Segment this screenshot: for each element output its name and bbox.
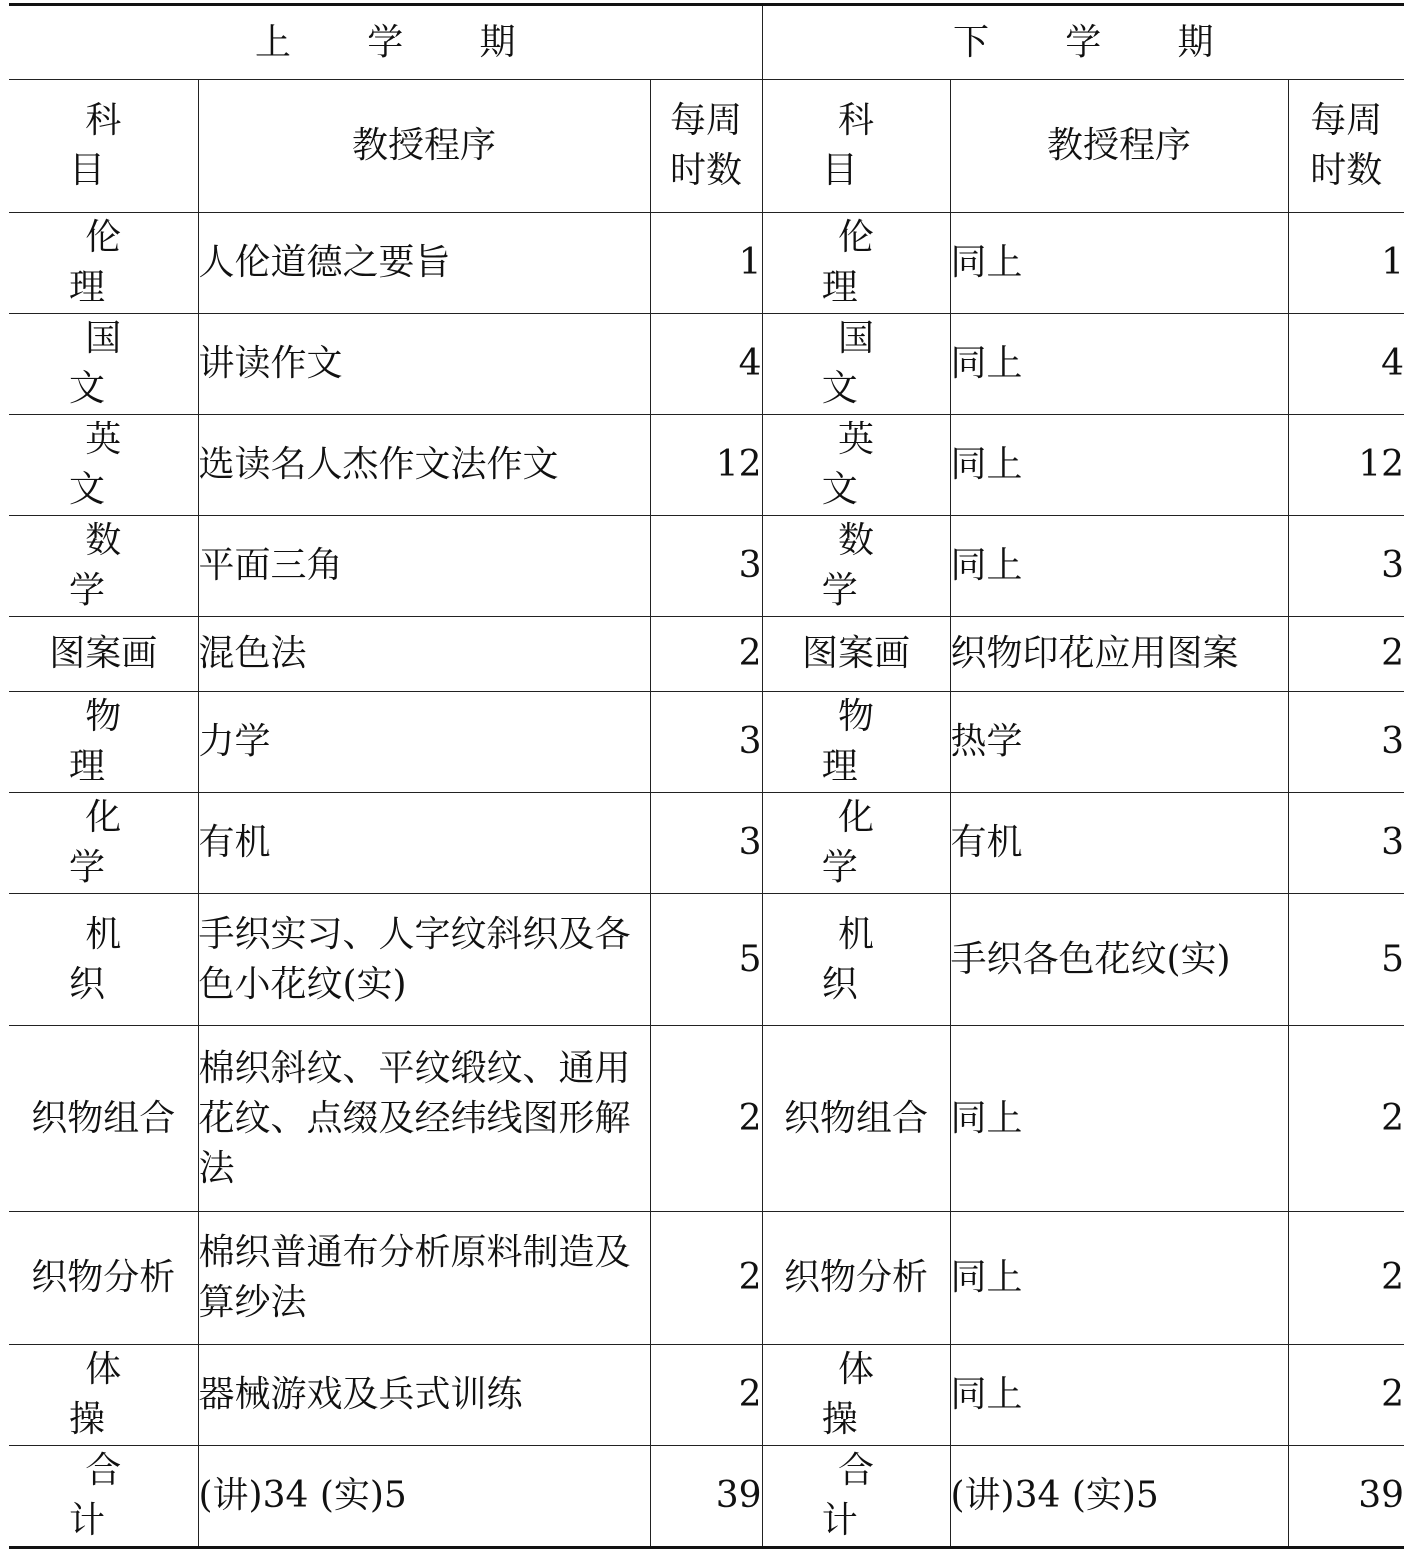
s1-program-cell: 棉织普通布分析原料制造及算纱法 xyxy=(198,1212,650,1345)
second-semester-label: 下 学 期 xyxy=(953,21,1246,63)
s1-subject-cell xyxy=(9,516,198,617)
s2-program-cell: 同上 xyxy=(950,213,1288,314)
s1-hours-cell: 5 xyxy=(650,894,762,1026)
s1-hours-cell: 2 xyxy=(650,1345,762,1446)
s2-subject-cell xyxy=(762,213,950,314)
s1-hours-cell: 4 xyxy=(650,314,762,415)
second-semester-header xyxy=(762,5,1404,80)
s2-subject-text: 数 学 xyxy=(821,520,907,611)
s2-hours-cell: 3 xyxy=(1288,692,1404,793)
schedule-document xyxy=(9,3,1404,1549)
s2-subject-cell xyxy=(762,692,950,793)
s2-subject-text: 英 文 xyxy=(821,419,907,510)
s1-hours-cell: 3 xyxy=(650,516,762,617)
s1-total-breakdown-cell: (讲)34 (实)5 xyxy=(198,1446,650,1548)
s1-subject-text: 数 学 xyxy=(69,520,154,611)
s1-subject-text: 物 理 xyxy=(69,696,154,787)
s1-subject-cell: 图案画 xyxy=(9,617,198,692)
s1-hours-cell: 2 xyxy=(650,1212,762,1345)
s2-hours-cell: 5 xyxy=(1288,894,1404,1026)
s2-subject-cell: 图案画 xyxy=(762,617,950,692)
s1-subject-header xyxy=(9,80,198,213)
s2-subject-text: 机 织 xyxy=(821,913,907,1005)
s2-program-cell: 同上 xyxy=(950,314,1288,415)
total-row xyxy=(9,1446,1404,1548)
s1-hours-header-line1: 每周 xyxy=(669,100,742,141)
s2-total-hours-cell: 39 xyxy=(1288,1446,1404,1548)
first-semester-label: 上 学 期 xyxy=(255,21,548,63)
s1-program-cell: 讲读作文 xyxy=(198,314,650,415)
column-header-row xyxy=(9,80,1404,213)
table-row xyxy=(9,415,1404,516)
table-row xyxy=(9,1212,1404,1345)
s2-subject-cell: 织物组合 xyxy=(762,1026,950,1212)
s1-subject-cell xyxy=(9,213,198,314)
s2-program-cell: 同上 xyxy=(950,1345,1288,1446)
s2-subject-text: 化 学 xyxy=(821,797,907,888)
s1-subject-header-text: 科 目 xyxy=(69,100,154,191)
s2-hours-cell: 2 xyxy=(1288,1212,1404,1345)
s2-hours-header xyxy=(1288,80,1404,213)
s2-subject-text: 伦 理 xyxy=(821,217,907,308)
s1-program-cell: 人伦道德之要旨 xyxy=(198,213,650,314)
s2-total-label: 合 计 xyxy=(821,1450,907,1541)
s2-subject-cell xyxy=(762,314,950,415)
s2-hours-header-line1: 每周 xyxy=(1310,100,1383,141)
first-semester-header xyxy=(9,5,762,80)
s1-total-label-cell xyxy=(9,1446,198,1548)
s1-subject-cell xyxy=(9,793,198,894)
s2-hours-cell: 4 xyxy=(1288,314,1404,415)
s1-hours-cell: 3 xyxy=(650,692,762,793)
s2-subject-cell: 织物分析 xyxy=(762,1212,950,1345)
s1-program-cell: 选读名人杰作文法作文 xyxy=(198,415,650,516)
s1-program-header: 教授程序 xyxy=(198,80,650,213)
s1-subject-cell: 织物组合 xyxy=(9,1026,198,1212)
s2-subject-header xyxy=(762,80,950,213)
s2-program-header: 教授程序 xyxy=(950,80,1288,213)
s2-program-cell: 热学 xyxy=(950,692,1288,793)
s1-hours-cell: 3 xyxy=(650,793,762,894)
s1-program-cell: 手织实习、人字纹斜织及各色小花纹(实) xyxy=(198,894,650,1026)
s2-program-cell: 同上 xyxy=(950,1026,1288,1212)
s2-program-cell: 同上 xyxy=(950,1212,1288,1345)
s1-program-cell: 力学 xyxy=(198,692,650,793)
s1-subject-cell xyxy=(9,415,198,516)
s2-total-breakdown-cell: (讲)34 (实)5 xyxy=(950,1446,1288,1548)
s1-hours-cell: 2 xyxy=(650,1026,762,1212)
s1-subject-cell xyxy=(9,692,198,793)
s1-program-cell: 平面三角 xyxy=(198,516,650,617)
s1-subject-cell xyxy=(9,1345,198,1446)
s2-hours-cell: 2 xyxy=(1288,617,1404,692)
s1-total-hours-cell: 39 xyxy=(650,1446,762,1548)
s2-program-cell: 同上 xyxy=(950,516,1288,617)
s1-subject-text: 机 织 xyxy=(69,913,154,1005)
s2-hours-cell: 12 xyxy=(1288,415,1404,516)
s2-hours-cell: 2 xyxy=(1288,1345,1404,1446)
s1-subject-text: 国 文 xyxy=(69,318,154,409)
table-row xyxy=(9,1345,1404,1446)
table-row xyxy=(9,516,1404,617)
s2-hours-cell: 3 xyxy=(1288,516,1404,617)
s1-subject-text: 体 操 xyxy=(69,1349,154,1440)
s1-program-cell: 混色法 xyxy=(198,617,650,692)
s1-program-cell: 棉织斜纹、平纹缎纹、通用花纹、点缀及经纬线图形解法 xyxy=(198,1026,650,1212)
table-row xyxy=(9,894,1404,1026)
s2-subject-cell xyxy=(762,415,950,516)
s2-program-cell: 有机 xyxy=(950,793,1288,894)
s2-hours-cell: 2 xyxy=(1288,1026,1404,1212)
s2-hours-cell: 1 xyxy=(1288,213,1404,314)
s2-total-label-cell xyxy=(762,1446,950,1548)
s1-hours-cell: 12 xyxy=(650,415,762,516)
s2-subject-cell xyxy=(762,793,950,894)
s1-program-cell: 有机 xyxy=(198,793,650,894)
s2-hours-header-line2: 时数 xyxy=(1310,150,1383,191)
s1-subject-cell xyxy=(9,314,198,415)
table-row xyxy=(9,213,1404,314)
s2-subject-text: 物 理 xyxy=(821,696,907,787)
s2-subject-text: 体 操 xyxy=(821,1349,907,1440)
semester-header-row xyxy=(9,5,1404,80)
table-row xyxy=(9,314,1404,415)
s1-subject-text: 化 学 xyxy=(69,797,154,888)
s2-program-cell: 同上 xyxy=(950,415,1288,516)
s2-subject-text: 国 文 xyxy=(821,318,907,409)
s2-subject-cell xyxy=(762,1345,950,1446)
s1-subject-cell: 织物分析 xyxy=(9,1212,198,1345)
s1-hours-cell: 2 xyxy=(650,617,762,692)
s2-hours-cell: 3 xyxy=(1288,793,1404,894)
s1-subject-cell xyxy=(9,894,198,1026)
s1-subject-text: 伦 理 xyxy=(69,217,154,308)
table-row xyxy=(9,793,1404,894)
s2-program-cell: 手织各色花纹(实) xyxy=(950,894,1288,1026)
s2-subject-header-text: 科 目 xyxy=(821,100,907,191)
table-row xyxy=(9,692,1404,793)
s2-subject-cell xyxy=(762,516,950,617)
s2-subject-cell xyxy=(762,894,950,1026)
s2-program-cell: 织物印花应用图案 xyxy=(950,617,1288,692)
s1-total-label: 合 计 xyxy=(69,1450,154,1541)
table-row xyxy=(9,617,1404,692)
s1-subject-text: 英 文 xyxy=(69,419,154,510)
table-row xyxy=(9,1026,1404,1212)
s1-program-cell: 器械游戏及兵式训练 xyxy=(198,1345,650,1446)
course-schedule-table xyxy=(9,3,1404,1549)
s1-hours-header-line2: 时数 xyxy=(669,150,742,191)
s1-hours-header xyxy=(650,80,762,213)
s1-hours-cell: 1 xyxy=(650,213,762,314)
